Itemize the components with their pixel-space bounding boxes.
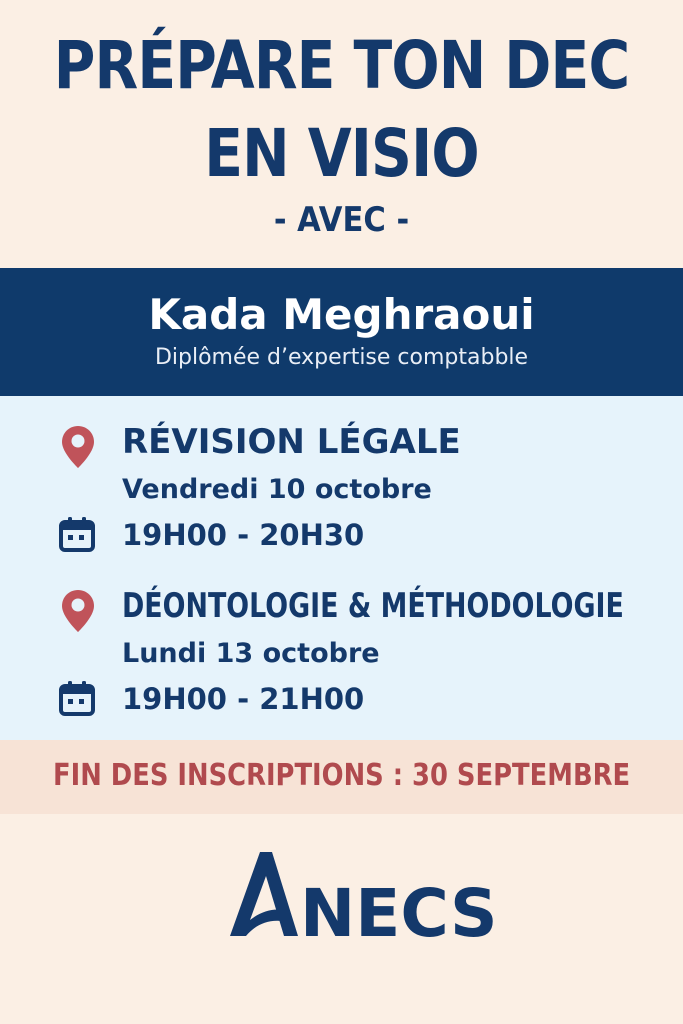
session-time: 19H00 - 21H00 [122,682,365,716]
calendar-icon [58,516,96,552]
map-pin-icon [60,588,96,634]
sessions-section [0,396,683,740]
header-section [0,0,683,268]
with-label: - AVEC - [273,200,410,240]
speaker-name: Kada Meghraoui [148,290,535,339]
anecs-logo [226,848,498,952]
deadline-text: FIN DES INSCRIPTIONS : 30 SEPTEMBRE [52,758,631,793]
session-title: DÉONTOLOGIE & MÉTHODOLOGIE [122,586,624,626]
session-date: Lundi 13 octobre [122,638,380,669]
logo-wordmark: NECS [300,875,498,952]
speaker-band [0,268,683,396]
title-line-2: EN VISIO [204,115,479,192]
map-pin-icon [60,424,96,470]
calendar-icon [58,680,96,716]
page-title [48,0,635,198]
session-title: RÉVISION LÉGALE [122,422,461,462]
session-date: Vendredi 10 octobre [122,474,432,505]
title-line-1: PRÉPARE TON DEC [53,27,630,104]
speaker-subtitle: Diplômée d’expertise comptabble [154,345,529,370]
logo-section [0,814,683,1024]
registration-deadline-banner [0,740,683,814]
session-time: 19H00 - 20H30 [122,518,365,552]
